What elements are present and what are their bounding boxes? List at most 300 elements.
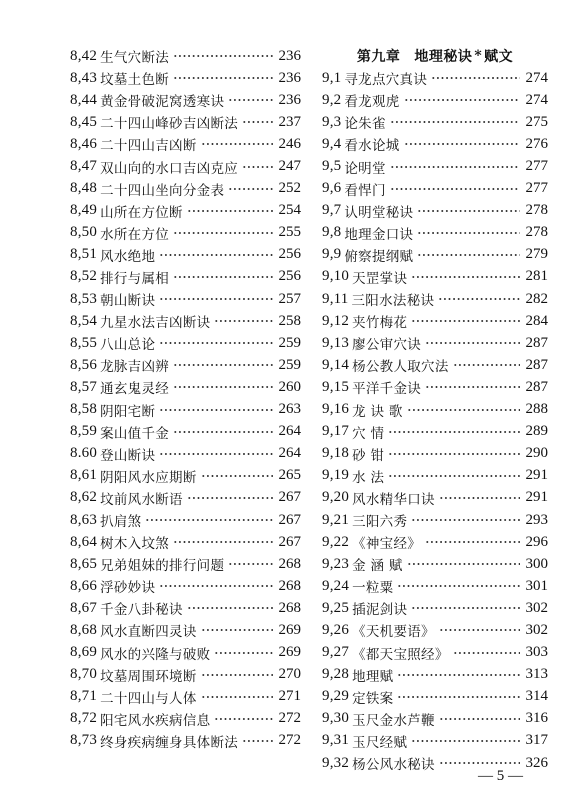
- dot-leader: [438, 296, 520, 302]
- entry-number: 9,6: [322, 180, 342, 197]
- entry-page-number: 293: [525, 511, 548, 528]
- entry-number: 9,29: [322, 688, 350, 705]
- toc-entry: [70, 619, 301, 641]
- entry-number: 9,20: [322, 489, 350, 506]
- toc-entry: [70, 133, 301, 155]
- toc-entry: [322, 133, 548, 155]
- entry-title: 砂 钳: [352, 447, 385, 464]
- entry-page-number: 277: [525, 158, 548, 175]
- entry-page-number: 269: [278, 644, 301, 661]
- toc-entry: [70, 332, 301, 354]
- toc-right-column: [322, 45, 548, 774]
- toc-entry: [70, 354, 301, 376]
- entry-title: 龙脉吉凶辨: [100, 359, 170, 376]
- dot-leader: [228, 561, 273, 567]
- entry-number: 9,13: [322, 334, 350, 351]
- toc-entry: [70, 266, 301, 288]
- entry-page-number: 282: [525, 290, 548, 307]
- entry-title: 黄金骨破泥窝透寒诀: [100, 94, 225, 111]
- toc-entry: [70, 686, 301, 708]
- dot-leader: [390, 186, 520, 192]
- dot-leader: [411, 318, 520, 324]
- dot-leader: [390, 164, 520, 170]
- entry-page-number: 264: [278, 423, 301, 440]
- entry-page-number: 267: [278, 533, 301, 550]
- entry-page-number: 303: [525, 644, 548, 661]
- entry-number: 9,24: [322, 577, 350, 594]
- entry-title: 一粒粟: [352, 580, 394, 597]
- toc-entry: [322, 67, 548, 89]
- entry-number: 8,55: [70, 334, 98, 351]
- entry-number: 9,7: [322, 202, 342, 219]
- toc-entry: [70, 376, 301, 398]
- entry-title: 天罡掌诀: [352, 270, 408, 287]
- toc-entry: [322, 730, 548, 752]
- entry-title: 《神宝经》: [352, 536, 422, 553]
- entry-page-number: 271: [278, 688, 301, 705]
- dot-leader: [425, 340, 520, 346]
- dot-leader: [411, 738, 520, 744]
- toc-entry: [70, 200, 301, 222]
- toc-left-column: [70, 45, 301, 752]
- dot-leader: [417, 252, 520, 258]
- dot-leader: [159, 451, 273, 457]
- toc-entry: [322, 200, 548, 222]
- entry-number: 9,32: [322, 754, 350, 771]
- chapter-heading: [322, 45, 548, 67]
- entry-page-number: 274: [525, 69, 548, 86]
- toc-entry: [322, 222, 548, 244]
- entry-number: 9,11: [322, 290, 349, 307]
- dot-leader: [173, 75, 273, 81]
- toc-entry: [322, 708, 548, 730]
- entry-page-number: 287: [525, 356, 548, 373]
- entry-page-number: 287: [525, 378, 548, 395]
- entry-title: 定铁案: [352, 690, 394, 707]
- entry-page-number: 246: [278, 135, 301, 152]
- entry-page-number: 236: [278, 69, 301, 86]
- entry-title: 地理金口诀: [344, 226, 414, 243]
- entry-page-number: 270: [278, 666, 301, 683]
- entry-number: 9,26: [322, 621, 350, 638]
- entry-page-number: 317: [525, 732, 548, 749]
- entry-page-number: 259: [278, 334, 301, 351]
- entry-page-number: 274: [525, 91, 548, 108]
- toc-entry: [322, 399, 548, 421]
- dot-leader: [201, 672, 273, 678]
- toc-entry: [70, 708, 301, 730]
- entry-title: 论明堂: [344, 160, 386, 177]
- toc-entry: [70, 155, 301, 177]
- entry-number: 8,72: [70, 710, 98, 727]
- dot-leader: [439, 716, 520, 722]
- entry-page-number: 296: [525, 533, 548, 550]
- toc-entry: [70, 575, 301, 597]
- dot-leader: [214, 650, 273, 656]
- dot-leader: [453, 650, 520, 656]
- dot-leader: [173, 362, 273, 368]
- entry-page-number: 236: [278, 91, 301, 108]
- entry-title: 三阳水法秘诀: [351, 293, 435, 310]
- entry-title: 登山断诀: [100, 447, 156, 464]
- entry-page-number: 290: [525, 445, 548, 462]
- entry-page-number: 269: [278, 621, 301, 638]
- dot-leader: [159, 340, 273, 346]
- entry-number: 8,59: [70, 423, 98, 440]
- entry-page-number: 272: [278, 710, 301, 727]
- dot-leader: [404, 97, 520, 103]
- toc-entry: [322, 421, 548, 443]
- entry-page-number: 257: [278, 290, 301, 307]
- entry-page-number: 301: [525, 577, 548, 594]
- dot-leader: [201, 627, 273, 633]
- entry-page-number: 268: [278, 577, 301, 594]
- toc-entry: [70, 288, 301, 310]
- entry-number: 8,51: [70, 246, 98, 263]
- entry-title: 看龙观虎: [344, 94, 400, 111]
- entry-page-number: 288: [525, 401, 548, 418]
- entry-title: 夹竹梅花: [352, 315, 408, 332]
- entry-page-number: 260: [278, 378, 301, 395]
- entry-page-number: 252: [278, 180, 301, 197]
- entry-page-number: 255: [278, 224, 301, 241]
- entry-title: 阴阳宅断: [100, 403, 156, 420]
- entry-number: 9,30: [322, 710, 350, 727]
- entry-title: 朝山断诀: [100, 293, 156, 310]
- entry-title: 廖公审穴诀: [352, 337, 422, 354]
- toc-entry: [70, 67, 301, 89]
- dot-leader: [159, 583, 273, 589]
- entry-page-number: 264: [278, 445, 301, 462]
- entry-page-number: 277: [525, 180, 548, 197]
- dot-leader: [407, 561, 520, 567]
- toc-entry: [70, 399, 301, 421]
- entry-page-number: 265: [278, 467, 301, 484]
- entry-number: 9,9: [322, 246, 342, 263]
- entry-page-number: 314: [525, 688, 548, 705]
- entry-page-number: 279: [525, 246, 548, 263]
- dot-leader: [173, 53, 273, 59]
- entry-number: 9,4: [322, 135, 342, 152]
- dot-leader: [173, 230, 273, 236]
- dot-leader: [159, 296, 273, 302]
- entry-number: 8,71: [70, 688, 98, 705]
- entry-title: 看悍门: [344, 182, 386, 199]
- entry-title: 八山总论: [100, 337, 156, 354]
- entry-title: 二十四山吉凶断: [100, 138, 197, 155]
- entry-title: 九星水法吉凶断诀: [100, 315, 211, 332]
- chapter-title: 地理秘诀: [414, 49, 473, 66]
- entry-number: 8,48: [70, 180, 98, 197]
- entry-number: 8,50: [70, 224, 98, 241]
- entry-number: 8,53: [70, 290, 98, 307]
- dot-leader: [397, 583, 520, 589]
- toc-entry: [322, 487, 548, 509]
- entry-title: 树木入坟煞: [100, 536, 170, 553]
- entry-page-number: 284: [525, 312, 548, 329]
- dot-leader: [431, 75, 520, 81]
- toc-entry: [322, 465, 548, 487]
- dot-leader: [411, 517, 520, 523]
- entry-page-number: 278: [525, 202, 548, 219]
- entry-page-number: 267: [278, 511, 301, 528]
- entry-page-number: 259: [278, 356, 301, 373]
- toc-entry: [322, 354, 548, 376]
- dot-leader: [242, 119, 273, 125]
- toc-entry: [322, 575, 548, 597]
- dot-leader: [159, 407, 273, 413]
- entry-title: 玉尺金水芦鞭: [352, 712, 435, 729]
- entry-page-number: 326: [525, 754, 548, 771]
- entry-number: 9,18: [322, 445, 350, 462]
- entry-page-number: 236: [278, 47, 301, 64]
- dot-leader: [417, 208, 520, 214]
- entry-number: 9,3: [322, 113, 342, 130]
- entry-title: 认明堂秘诀: [344, 204, 414, 221]
- dot-leader: [201, 694, 273, 700]
- entry-title: 双山向的水口吉凶克应: [100, 160, 239, 177]
- entry-number: 8,57: [70, 378, 98, 395]
- entry-number: 9,25: [322, 599, 350, 616]
- toc-entry: [322, 619, 548, 641]
- toc-entry: [322, 155, 548, 177]
- entry-page-number: 256: [278, 246, 301, 263]
- entry-page-number: 300: [525, 555, 548, 572]
- entry-title: 《都天宝照经》: [352, 646, 449, 663]
- toc-entry: [70, 664, 301, 686]
- entry-number: 8,44: [70, 91, 98, 108]
- entry-title: 千金八卦秘诀: [100, 602, 183, 619]
- entry-number: 9,28: [322, 666, 350, 683]
- entry-title: 俯察提纲赋: [344, 248, 414, 265]
- dot-leader: [388, 451, 520, 457]
- entry-number: 8,58: [70, 401, 98, 418]
- entry-page-number: 278: [525, 224, 548, 241]
- entry-number: 8,45: [70, 113, 98, 130]
- dot-leader: [173, 429, 273, 435]
- entry-page-number: 237: [278, 113, 301, 130]
- toc-entry: [70, 111, 301, 133]
- entry-number: 8,46: [70, 135, 98, 152]
- entry-title: 看水论城: [344, 138, 400, 155]
- entry-number: 8,67: [70, 599, 98, 616]
- entry-number: 8,62: [70, 489, 98, 506]
- entry-number: 9,22: [322, 533, 350, 550]
- dot-leader: [411, 605, 520, 611]
- entry-title: 生气穴断法: [100, 50, 170, 67]
- toc-entry: [70, 45, 301, 67]
- toc-entry: [70, 244, 301, 266]
- toc-entry: [322, 376, 548, 398]
- entry-page-number: 254: [278, 202, 301, 219]
- entry-title: 风水绝地: [100, 248, 156, 265]
- entry-title: 浮砂妙诀: [100, 580, 156, 597]
- toc-entry: [322, 597, 548, 619]
- entry-title: 插泥剑诀: [352, 602, 408, 619]
- entry-number: 8,56: [70, 356, 98, 373]
- toc-entry: [322, 664, 548, 686]
- dot-leader: [404, 141, 520, 147]
- toc-entry: [70, 642, 301, 664]
- entry-title: 通玄鬼灵经: [100, 381, 170, 398]
- entry-title: 杨公教人取穴法: [352, 359, 449, 376]
- entry-title: 案山值千金: [100, 425, 170, 442]
- toc-entry: [70, 310, 301, 332]
- entry-title: 三阳六秀: [352, 514, 408, 531]
- dot-leader: [187, 605, 273, 611]
- toc-entry: [70, 443, 301, 465]
- toc-entry: [322, 531, 548, 553]
- chapter-suffix: 赋文: [484, 49, 514, 66]
- entry-number: 9,1: [322, 69, 342, 86]
- toc-entry: [322, 310, 548, 332]
- entry-number: 8,43: [70, 69, 98, 86]
- toc-entry: [322, 288, 548, 310]
- entry-number: 9,12: [322, 312, 350, 329]
- entry-number: 9,31: [322, 732, 350, 749]
- dot-leader: [417, 230, 520, 236]
- entry-title: 坟墓周围环境断: [100, 668, 197, 685]
- entry-number: 8,61: [70, 467, 98, 484]
- entry-title: 玉尺经赋: [352, 734, 408, 751]
- entry-title: 坟前风水断语: [100, 491, 183, 508]
- entry-number: 8,64: [70, 533, 98, 550]
- entry-number: 8,70: [70, 666, 98, 683]
- toc-entry: [322, 553, 548, 575]
- entry-title: 寻龙点穴真诀: [344, 72, 428, 89]
- toc-entry: [322, 332, 548, 354]
- dot-leader: [411, 274, 520, 280]
- entry-page-number: 247: [278, 158, 301, 175]
- entry-number: 8,66: [70, 577, 98, 594]
- entry-number: 9,14: [322, 356, 350, 373]
- dot-leader: [201, 473, 273, 479]
- entry-page-number: 289: [525, 423, 548, 440]
- entry-title: 二十四山坐向分金表: [100, 182, 225, 199]
- entry-page-number: 267: [278, 489, 301, 506]
- toc-entry: [70, 487, 301, 509]
- entry-page-number: 291: [525, 489, 548, 506]
- entry-title: 扒肩煞: [100, 514, 142, 531]
- dot-leader: [173, 384, 273, 390]
- entry-title: 排行与属相: [100, 270, 170, 287]
- dot-leader: [439, 495, 520, 501]
- toc-entry: [70, 178, 301, 200]
- dot-leader: [187, 495, 273, 501]
- entry-number: 8,69: [70, 644, 98, 661]
- dot-leader: [159, 252, 273, 258]
- dot-leader: [390, 119, 520, 125]
- entry-number: 9,15: [322, 378, 350, 395]
- entry-title: 水 法: [352, 469, 385, 486]
- entry-page-number: 268: [278, 599, 301, 616]
- dot-leader: [397, 672, 520, 678]
- dot-leader: [242, 164, 273, 170]
- entry-title: 穴 情: [352, 425, 385, 442]
- dot-leader: [214, 318, 273, 324]
- entry-number: 9,23: [322, 555, 350, 572]
- toc-entry: [70, 553, 301, 575]
- entry-page-number: 275: [525, 113, 548, 130]
- entry-number: 8,52: [70, 268, 98, 285]
- entry-title: 兄弟姐妹的排行问题: [100, 558, 225, 575]
- dot-leader: [228, 97, 273, 103]
- dot-leader: [397, 694, 520, 700]
- entry-number: 9,21: [322, 511, 350, 528]
- dot-leader: [214, 716, 273, 722]
- entry-title: 山所在方位断: [100, 204, 183, 221]
- dot-leader: [407, 407, 520, 413]
- entry-number: 8,68: [70, 621, 98, 638]
- dot-leader: [145, 517, 273, 523]
- entry-number: 8,49: [70, 202, 98, 219]
- toc-entry: [322, 244, 548, 266]
- entry-page-number: 258: [278, 312, 301, 329]
- entry-page-number: 281: [525, 268, 548, 285]
- dot-leader: [187, 208, 273, 214]
- entry-page-number: 263: [278, 401, 301, 418]
- entry-page-number: 276: [525, 135, 548, 152]
- entry-page-number: 291: [525, 467, 548, 484]
- dot-leader: [228, 186, 273, 192]
- entry-title: 地理赋: [352, 668, 394, 685]
- entry-title: 风水直断四灵诀: [100, 624, 197, 641]
- toc-entry: [70, 509, 301, 531]
- entry-title: 杨公风水秘诀: [352, 757, 435, 774]
- dot-leader: [425, 539, 520, 545]
- entry-page-number: 256: [278, 268, 301, 285]
- dot-leader: [453, 362, 520, 368]
- entry-number: 8,73: [70, 732, 98, 749]
- entry-number: 8,47: [70, 158, 98, 175]
- entry-page-number: 272: [278, 732, 301, 749]
- entry-number: 9,27: [322, 644, 350, 661]
- toc-entry: [70, 730, 301, 752]
- dot-leader: [439, 627, 520, 633]
- entry-number: 9,16: [322, 401, 350, 418]
- toc-entry: [70, 531, 301, 553]
- page-number: — 5 —: [478, 768, 523, 784]
- entry-page-number: 287: [525, 334, 548, 351]
- toc-entry: [322, 443, 548, 465]
- toc-entry: [70, 465, 301, 487]
- entry-title: 二十四山与人体: [100, 690, 197, 707]
- dot-leader: [425, 384, 520, 390]
- entry-page-number: 313: [525, 666, 548, 683]
- toc-entry: [322, 686, 548, 708]
- entry-number: 9,17: [322, 423, 350, 440]
- entry-page-number: 302: [525, 621, 548, 638]
- toc-entry: [322, 111, 548, 133]
- entry-page-number: 268: [278, 555, 301, 572]
- entry-title: 二十四山峰砂吉凶断法: [100, 116, 239, 133]
- entry-title: 风水的兴隆与破败: [100, 646, 211, 663]
- entry-title: 阴阳风水应期断: [100, 469, 197, 486]
- dot-leader: [173, 274, 273, 280]
- entry-number: 9,19: [322, 467, 350, 484]
- entry-title: 风水精华口诀: [352, 491, 435, 508]
- toc-entry: [70, 222, 301, 244]
- entry-number: 8,42: [70, 47, 98, 64]
- toc-entry: [322, 89, 548, 111]
- entry-number: 8,54: [70, 312, 98, 329]
- entry-page-number: 302: [525, 599, 548, 616]
- toc-entry: [322, 266, 548, 288]
- toc-entry: [322, 178, 548, 200]
- toc-entry: [322, 642, 548, 664]
- entry-number: 9,8: [322, 224, 342, 241]
- dot-leader: [242, 738, 273, 744]
